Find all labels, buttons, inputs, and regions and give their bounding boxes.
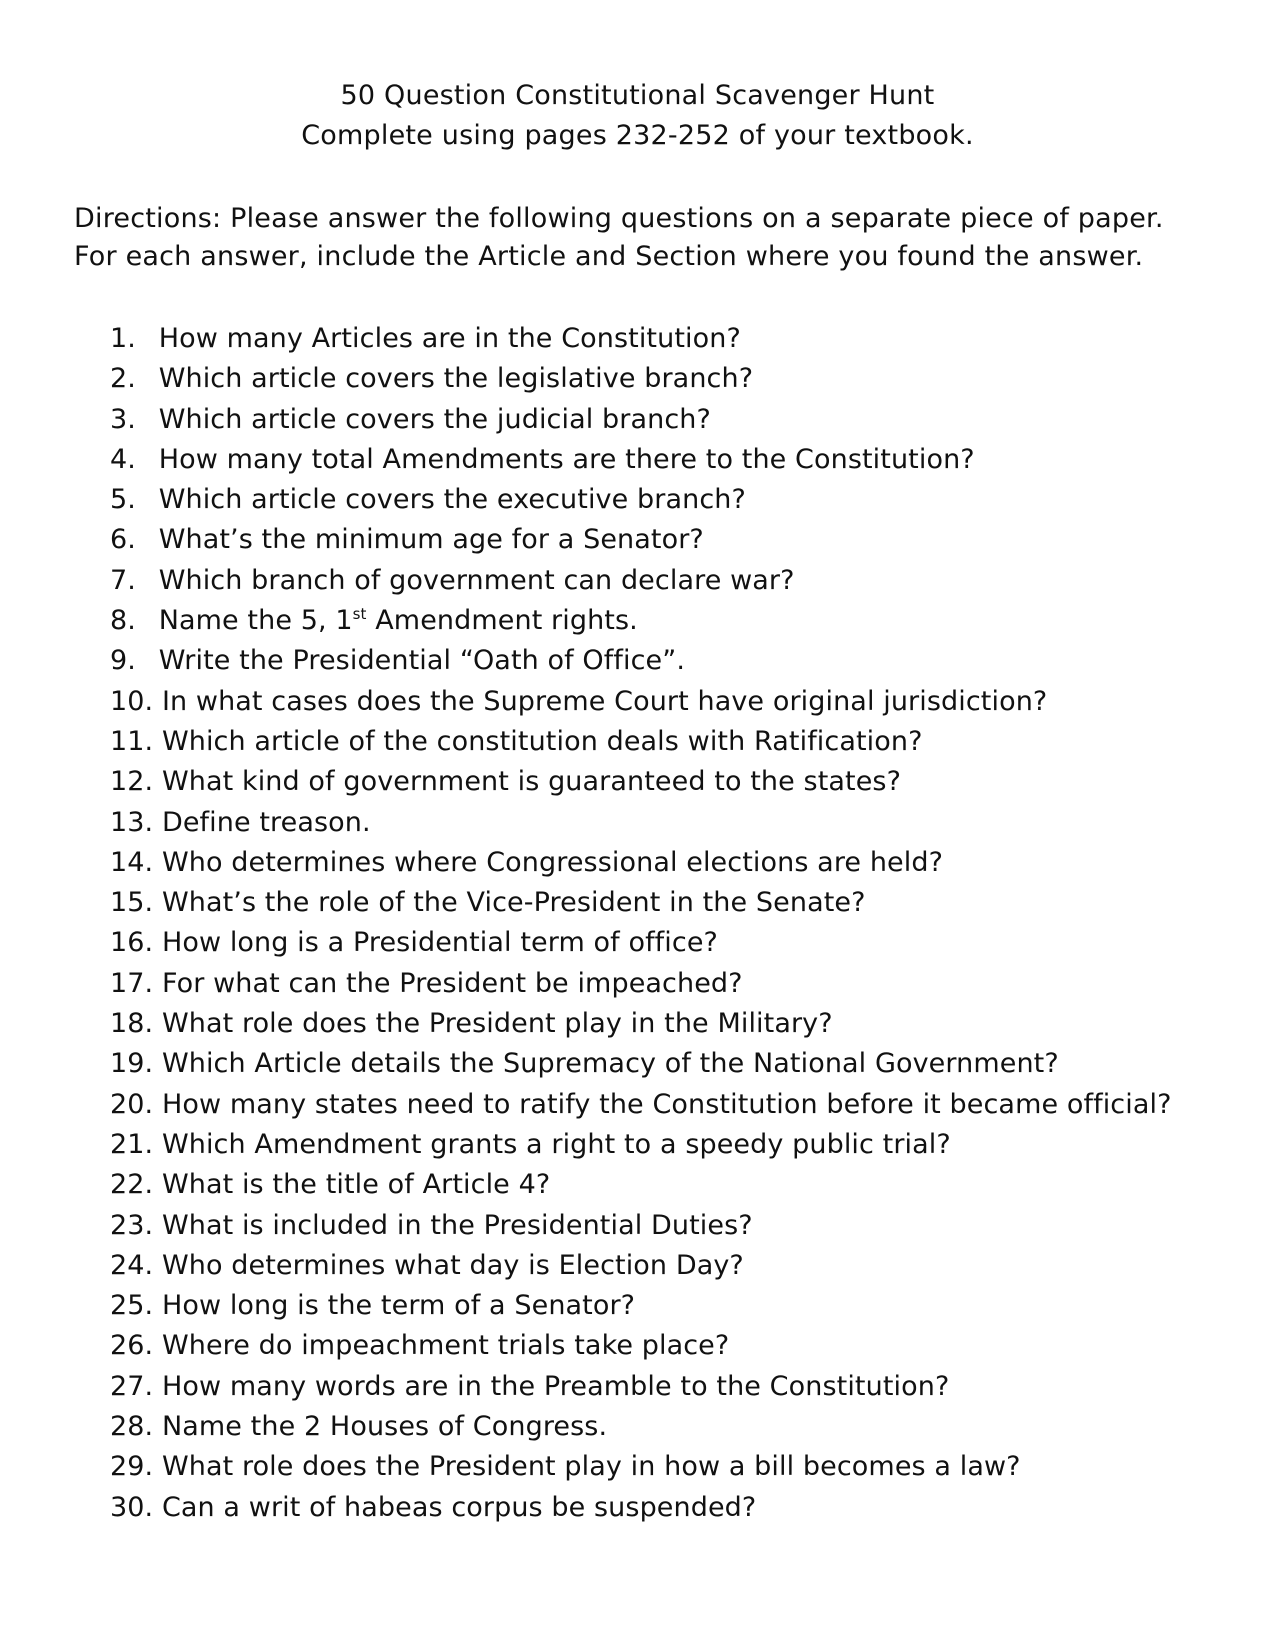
question-number: 5. [110, 484, 136, 516]
question-item [110, 1165, 1230, 1205]
question-item [110, 400, 1230, 440]
question-item [110, 722, 1230, 762]
question-number: 8. [110, 605, 136, 637]
question-number: 1. [110, 323, 136, 354]
question-item [110, 1447, 1230, 1487]
question-item [110, 480, 1230, 520]
question-item [110, 1125, 1230, 1165]
question-number: 22. [110, 1169, 154, 1201]
question-number: 26. [110, 1330, 154, 1362]
question-item [110, 601, 1230, 641]
question-text: Which article covers the executive branch? [158, 484, 746, 516]
question-text: Can a writ of habeas corpus be suspended? [161, 1491, 757, 1523]
question-text: Write the Presidential “Oath of Office”. [158, 645, 686, 677]
question-text: Which article covers the legislative branch? [158, 363, 754, 395]
question-text: What role does the President play in the Military? [161, 1008, 833, 1040]
question-item [110, 762, 1230, 802]
question-number: 29. [110, 1451, 154, 1483]
question-number: 13. [110, 806, 154, 838]
question-number: 11. [110, 725, 154, 757]
page-title: 50 Question Constitutional Scavenger Hunt [340, 80, 935, 111]
question-text: Which Article details the Supremacy of the National Government? [161, 1048, 1059, 1080]
question-number: 20. [110, 1088, 154, 1120]
question-number: 6. [110, 524, 136, 556]
question-text: Define treason. [161, 806, 371, 838]
question-item [110, 923, 1230, 963]
question-text-before: Name the 5, 1 [158, 605, 353, 637]
question-item [110, 1407, 1230, 1447]
directions-text: Directions: Please answer the following questions on a separate piece of paper. For each answer, include the Article and Section where you found the answer. [74, 203, 1164, 272]
question-number: 18. [110, 1008, 154, 1040]
question-item [110, 520, 1230, 560]
page-subtitle: Complete using pages 232-252 of your textbook. [301, 120, 974, 151]
ordinal-suffix: st [352, 605, 367, 624]
question-text: Which Amendment grants a right to a speedy public trial? [161, 1128, 951, 1160]
question-text: What is included in the Presidential Duties? [161, 1209, 753, 1241]
question-number: 19. [110, 1048, 154, 1080]
question-item [110, 641, 1230, 681]
question-number: 16. [110, 927, 154, 959]
question-list [110, 319, 1230, 1528]
question-item [110, 1044, 1230, 1084]
question-text: Who determines what day is Election Day? [161, 1249, 744, 1281]
question-number: 10. [110, 685, 154, 717]
question-item [110, 561, 1230, 601]
question-text: How many total Amendments are there to the Constitution? [158, 443, 975, 475]
question-number: 25. [110, 1290, 154, 1322]
question-number: 12. [110, 766, 154, 798]
question-text: Name the 2 Houses of Congress. [161, 1411, 608, 1443]
question-text: What is the title of Article 4? [161, 1169, 551, 1201]
question-item [110, 682, 1230, 722]
question-number: 28. [110, 1411, 154, 1443]
question-item [110, 1246, 1230, 1286]
question-item [110, 1004, 1230, 1044]
question-text: For what can the President be impeached? [161, 967, 743, 999]
question-text: How long is a Presidential term of office? [161, 927, 718, 959]
question-item [110, 1085, 1230, 1125]
question-text: Where do impeachment trials take place? [161, 1330, 730, 1362]
question-item [110, 359, 1230, 399]
question-item [110, 803, 1230, 843]
question-item [110, 1206, 1230, 1246]
question-item [110, 440, 1230, 480]
question-text: How long is the term of a Senator? [161, 1290, 636, 1322]
question-item [110, 883, 1230, 923]
question-text-after: Amendment rights. [366, 605, 638, 637]
question-number: 21. [110, 1128, 154, 1160]
question-number: 15. [110, 887, 154, 919]
question-number: 9. [110, 645, 136, 677]
question-text: How many Articles are in the Constitution? [158, 323, 741, 354]
question-text: Which article of the constitution deals with Ratification? [161, 725, 923, 757]
question-item [110, 319, 1230, 359]
question-item [110, 964, 1230, 1004]
question-item [110, 1488, 1230, 1528]
question-text: How many words are in the Preamble to the Constitution? [161, 1370, 950, 1402]
question-number: 14. [110, 846, 154, 878]
question-number: 7. [110, 564, 136, 596]
question-number: 2. [110, 363, 136, 395]
question-number: 3. [110, 403, 136, 435]
question-text: What role does the President play in how a bill becomes a law? [161, 1451, 1021, 1483]
question-item [110, 1286, 1230, 1326]
question-item [110, 1367, 1230, 1407]
question-item [110, 843, 1230, 883]
question-item [110, 1326, 1230, 1366]
question-text: What kind of government is guaranteed to the states? [161, 766, 902, 798]
question-text: In what cases does the Supreme Court have original jurisdiction? [161, 685, 1048, 717]
question-number: 17. [110, 967, 154, 999]
question-text: What’s the role of the Vice-President in the Senate? [161, 887, 866, 919]
question-text: Who determines where Congressional elections are held? [161, 846, 944, 878]
question-number: 4. [110, 443, 136, 475]
question-number: 30. [110, 1491, 154, 1523]
question-text: How many states need to ratify the Constitution before it became official? [161, 1088, 1172, 1120]
question-number: 23. [110, 1209, 154, 1241]
question-number: 24. [110, 1249, 154, 1281]
question-text: What’s the minimum age for a Senator? [158, 524, 704, 556]
question-number: 27. [110, 1370, 154, 1402]
question-text: Which branch of government can declare war? [158, 564, 795, 596]
question-text: Which article covers the judicial branch? [158, 403, 711, 435]
